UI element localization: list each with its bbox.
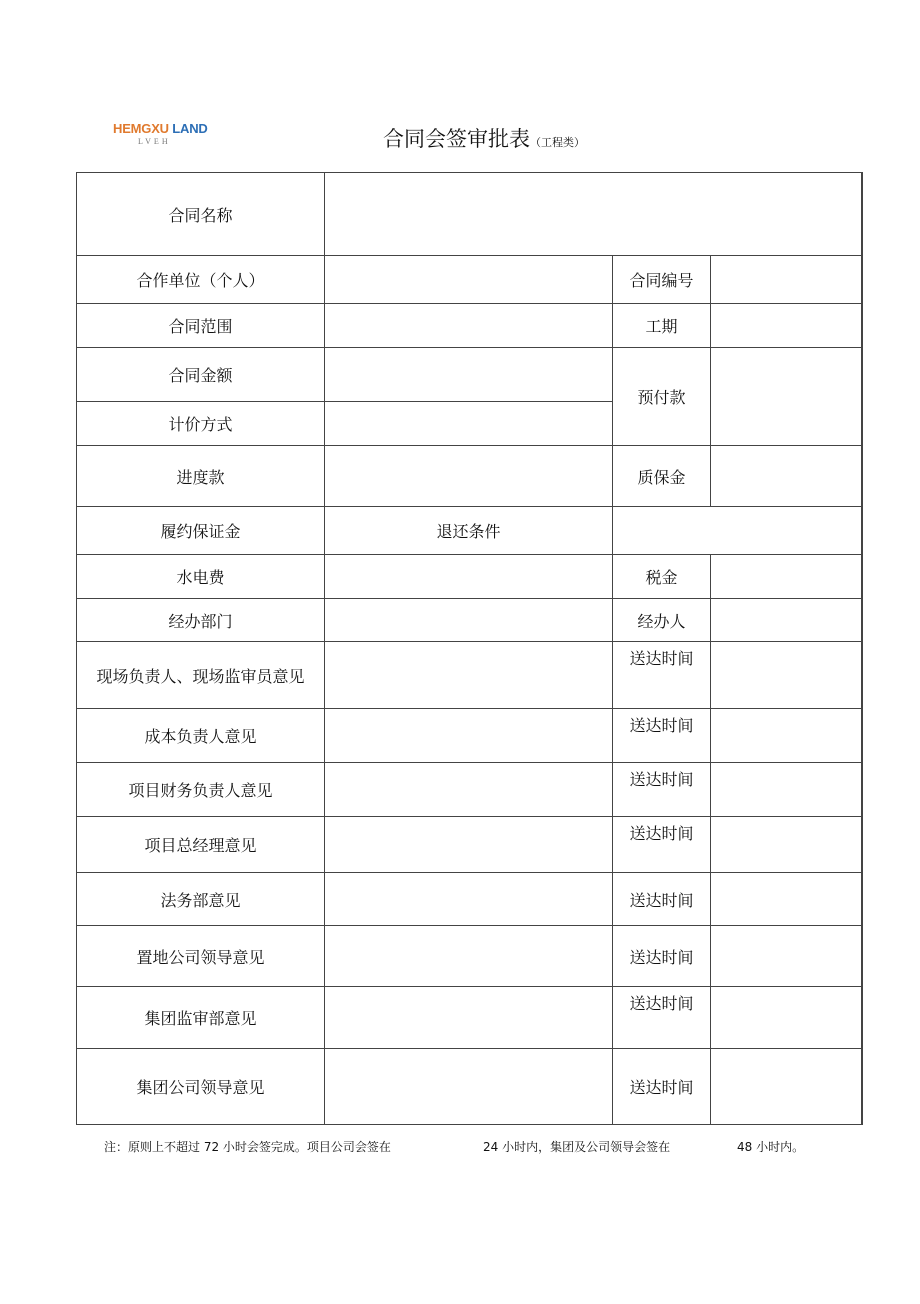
footnote-part1: 注：原则上不超过 72 小时会签完成。项目公司会签在 <box>104 1140 391 1154</box>
label-progress-payment: 进度款 <box>76 445 325 507</box>
label-handler: 经办人 <box>612 598 711 642</box>
label-delivery-time: 送达时间 <box>612 762 711 817</box>
field-progress-payment[interactable] <box>324 445 613 507</box>
field-period[interactable] <box>710 303 862 348</box>
label-department: 经办部门 <box>76 598 325 642</box>
label-return-conditions: 退还条件 <box>324 506 613 555</box>
label-opinion-land-company: 置地公司领导意见 <box>76 925 325 987</box>
field-opinion-land-company[interactable] <box>324 925 613 987</box>
label-delivery-time: 送达时间 <box>612 708 711 763</box>
label-opinion-gm: 项目总经理意见 <box>76 816 325 873</box>
field-opinion-gm[interactable] <box>324 816 613 873</box>
label-amount: 合同金额 <box>76 347 325 402</box>
label-contract-name: 合同名称 <box>76 172 325 256</box>
field-contract-name[interactable] <box>324 172 862 256</box>
field-amount[interactable] <box>324 347 613 402</box>
label-contract-no: 合同编号 <box>612 255 711 304</box>
logo-brand-part1: HEMGXU <box>113 121 169 136</box>
field-delivery-time[interactable] <box>710 986 862 1049</box>
label-warranty-deposit: 质保金 <box>612 445 711 507</box>
label-delivery-time: 送达时间 <box>612 925 711 987</box>
form-title-sub: （工程类） <box>530 136 585 149</box>
field-delivery-time[interactable] <box>710 816 862 873</box>
label-prepayment: 预付款 <box>612 347 711 446</box>
label-opinion-legal: 法务部意见 <box>76 872 325 926</box>
label-opinion-site: 现场负责人、现场监审员意见 <box>76 641 325 709</box>
label-performance-bond: 履约保证金 <box>76 506 325 555</box>
label-delivery-time: 送达时间 <box>612 816 711 873</box>
footnote-part2: 24 小时内，集团及公司领导会签在 <box>483 1140 671 1154</box>
field-delivery-time[interactable] <box>710 1048 862 1125</box>
field-scope[interactable] <box>324 303 613 348</box>
label-opinion-group-audit: 集团监审部意见 <box>76 986 325 1049</box>
field-delivery-time[interactable] <box>710 925 862 987</box>
label-delivery-time: 送达时间 <box>612 986 711 1049</box>
field-opinion-group-leadership[interactable] <box>324 1048 613 1125</box>
field-prepayment[interactable] <box>710 347 862 446</box>
field-contract-no[interactable] <box>710 255 862 304</box>
logo-brand-part2: LAND <box>168 121 208 136</box>
field-pricing[interactable] <box>324 401 613 446</box>
label-opinion-group-leadership: 集团公司领导意见 <box>76 1048 325 1125</box>
footnote-part3: 48 小时内。 <box>737 1140 805 1154</box>
field-delivery-time[interactable] <box>710 708 862 763</box>
field-opinion-site[interactable] <box>324 641 613 709</box>
field-opinion-group-audit[interactable] <box>324 986 613 1049</box>
label-opinion-finance: 项目财务负责人意见 <box>76 762 325 817</box>
logo-wordmark <box>113 121 213 137</box>
field-delivery-time[interactable] <box>710 872 862 926</box>
label-tax: 税金 <box>612 554 711 599</box>
label-delivery-time: 送达时间 <box>612 1048 711 1125</box>
field-department[interactable] <box>324 598 613 642</box>
field-delivery-time[interactable] <box>710 641 862 709</box>
field-handler[interactable] <box>710 598 862 642</box>
company-logo <box>113 121 213 147</box>
label-partner: 合作单位（个人） <box>76 255 325 304</box>
field-delivery-time[interactable] <box>710 762 862 817</box>
approval-table <box>76 172 863 1125</box>
label-delivery-time: 送达时间 <box>612 641 711 709</box>
label-pricing: 计价方式 <box>76 401 325 446</box>
field-opinion-finance[interactable] <box>324 762 613 817</box>
label-utilities: 水电费 <box>76 554 325 599</box>
field-return-conditions[interactable] <box>612 506 862 555</box>
field-tax[interactable] <box>710 554 862 599</box>
label-scope: 合同范围 <box>76 303 325 348</box>
form-title <box>383 123 585 153</box>
field-utilities[interactable] <box>324 554 613 599</box>
label-delivery-time: 送达时间 <box>612 872 711 926</box>
form-title-main: 合同会签审批表 <box>383 127 530 151</box>
label-opinion-cost: 成本负责人意见 <box>76 708 325 763</box>
field-opinion-legal[interactable] <box>324 872 613 926</box>
field-partner[interactable] <box>324 255 613 304</box>
field-warranty-deposit[interactable] <box>710 445 862 507</box>
field-opinion-cost[interactable] <box>324 708 613 763</box>
label-period: 工期 <box>612 303 711 348</box>
logo-subtext: LVEH <box>138 137 171 146</box>
